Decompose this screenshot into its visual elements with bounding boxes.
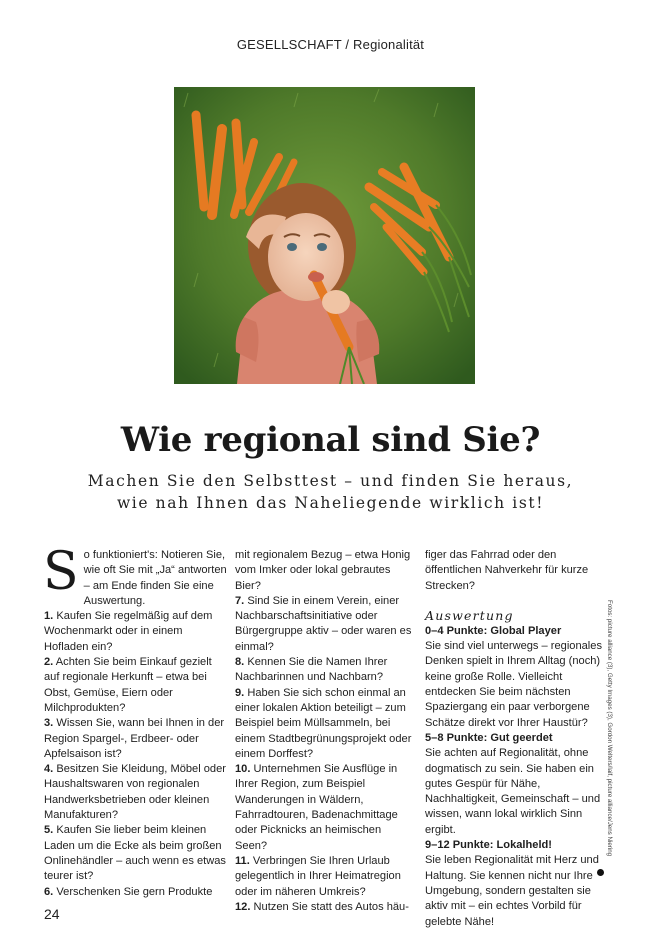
running-head: GESELLSCHAFT / Regionalität <box>236 37 425 52</box>
drop-cap: S <box>43 542 79 602</box>
question-text: Kennen Sie die Namen Ihrer Nachbarinnen und Nachbarn? <box>235 656 388 684</box>
result-title: 0–4 Punkte: Global Player <box>425 624 562 637</box>
question-number: 3. <box>44 717 54 730</box>
text-column-1 <box>43 542 227 900</box>
question-text: Achten Sie beim Einkauf gezielt auf regionale Herkunft – etwa bei Obst, Gemüse, Eiern oder Milchprodukten? <box>44 656 212 714</box>
question-item <box>235 854 415 900</box>
question-text: Kaufen Sie regelmäßig auf dem Wochenmarkt oder in einem Hofladen ein? <box>44 610 213 653</box>
subtitle-line: wie nah Ihnen das Naheliegende wirklich ist! <box>116 494 545 512</box>
question-text: Besitzen Sie Kleidung, Möbel oder Haushaltswaren von regionalen Handwerksbetrieben oder kleinen Manufakturen? <box>44 763 226 822</box>
question-item <box>44 885 227 900</box>
question-number: 9. <box>235 686 245 699</box>
question-text: Verbringen Sie Ihren Urlaub gelegentlich in Ihrer Heimatregion oder im näheren Umkreis? <box>235 854 401 898</box>
text-column-2 <box>235 548 415 915</box>
question-item <box>44 716 227 762</box>
question-number: 7. <box>235 594 245 607</box>
question-number: 2. <box>44 656 54 669</box>
question-text: Sind Sie in einem Verein, einer Nachbarschaftsinitiative oder Bürgergruppe aktiv – oder waren es einmal? <box>235 594 412 653</box>
evaluation-heading: Auswertung <box>425 607 514 623</box>
intro-text: o funktioniert's: Notieren Sie, wie oft Sie mit „Ja“ antworten – am Ende finden Sie eine Auswertung. <box>83 549 227 607</box>
result-title: 5–8 Punkte: Gut geerdet <box>425 731 553 744</box>
question-continuation: figer das Fahrrad oder den öffentlichen Nahverkehr für kurze Strecken? <box>425 549 589 592</box>
question-item <box>44 655 227 716</box>
question-text: Verschenken Sie gern Produkte <box>56 885 213 898</box>
question-number: 10. <box>235 763 251 776</box>
subtitle-line: Machen Sie den Selbsttest – und finden Sie heraus, <box>87 472 574 490</box>
result-text: Sie achten auf Regionalität, ohne dogmatisch zu sein. Sie haben ein gutes Gespür für Nähe, Nachhaltigkeit, Gemeinschaft – und wissen, wann lokal wirklich Sinn ergibt. <box>425 747 601 836</box>
question-item <box>44 762 227 823</box>
question-number: 12. <box>235 900 251 913</box>
question-number: 5. <box>44 824 54 837</box>
page-number: 24 <box>44 906 60 922</box>
question-text: Wissen Sie, wann bei Ihnen in der Region Spargel-, Erdbeer- oder Apfelsaison ist? <box>44 717 225 760</box>
girl-with-carrots-image <box>174 87 475 384</box>
question-continuation: mit regionalem Bezug – etwa Honig vom Imker oder lokal gebrautes Bier? <box>235 549 411 592</box>
article-title: Wie regional sind Sie? <box>120 420 541 460</box>
result-title: 9–12 Punkte: Lokalheld! <box>425 839 552 852</box>
text-column-3 <box>425 548 607 930</box>
result-text: Sie leben Regionalität mit Herz und Haltung. Sie kennen nicht nur Ihre Umgebung, sondern gestalten sie aktiv mit – ein echtes Vorbild für gelebte Nähe! <box>425 854 599 928</box>
question-text: Nutzen Sie statt des Autos häu- <box>253 900 409 913</box>
question-text: Haben Sie sich schon einmal an einer lokalen Aktion beteiligt – zum Beispiel beim Müllsammeln, bei einem Stadtbegrünungsprojekt oder einem Dorffest? <box>235 686 412 760</box>
question-number: 6. <box>44 885 54 898</box>
result-text: Sie sind viel unterwegs – regionales Denken spielt in Ihrem Alltag (noch) keine große Rolle. Vielleicht entdecken Sie beim nächsten Spaziergang ein paar verborgene Schätze direkt vor Ihrer Haustür? <box>425 640 602 729</box>
question-text: Unternehmen Sie Ausflüge in Ihrer Region, zum Beispiel Wanderungen in Wäldern, Fahrradtouren, Badenachmittage oder Picknicks an heimischen Seen? <box>235 763 398 852</box>
question-item <box>235 655 415 686</box>
question-item <box>44 823 227 884</box>
question-item <box>44 609 227 655</box>
question-number: 11. <box>235 854 250 867</box>
photo-credit: Fotos: picture alliance (3), Getty Images (3), Gordon Welters/laif, picture alliance/Jens Niering <box>606 600 613 857</box>
question-item <box>235 686 415 762</box>
question-item <box>235 594 415 655</box>
question-number: 1. <box>44 610 54 623</box>
intro-paragraph <box>43 542 227 609</box>
article-subtitle <box>0 470 661 514</box>
hero-photo <box>174 87 475 384</box>
question-item <box>235 900 415 915</box>
question-number: 4. <box>44 763 54 776</box>
question-number: 8. <box>235 656 245 669</box>
question-text: Kaufen Sie lieber beim kleinen Laden um die Ecke als beim großen Onlinehändler – auch wenn es etwas teurer ist? <box>44 824 226 883</box>
question-item <box>235 762 415 854</box>
